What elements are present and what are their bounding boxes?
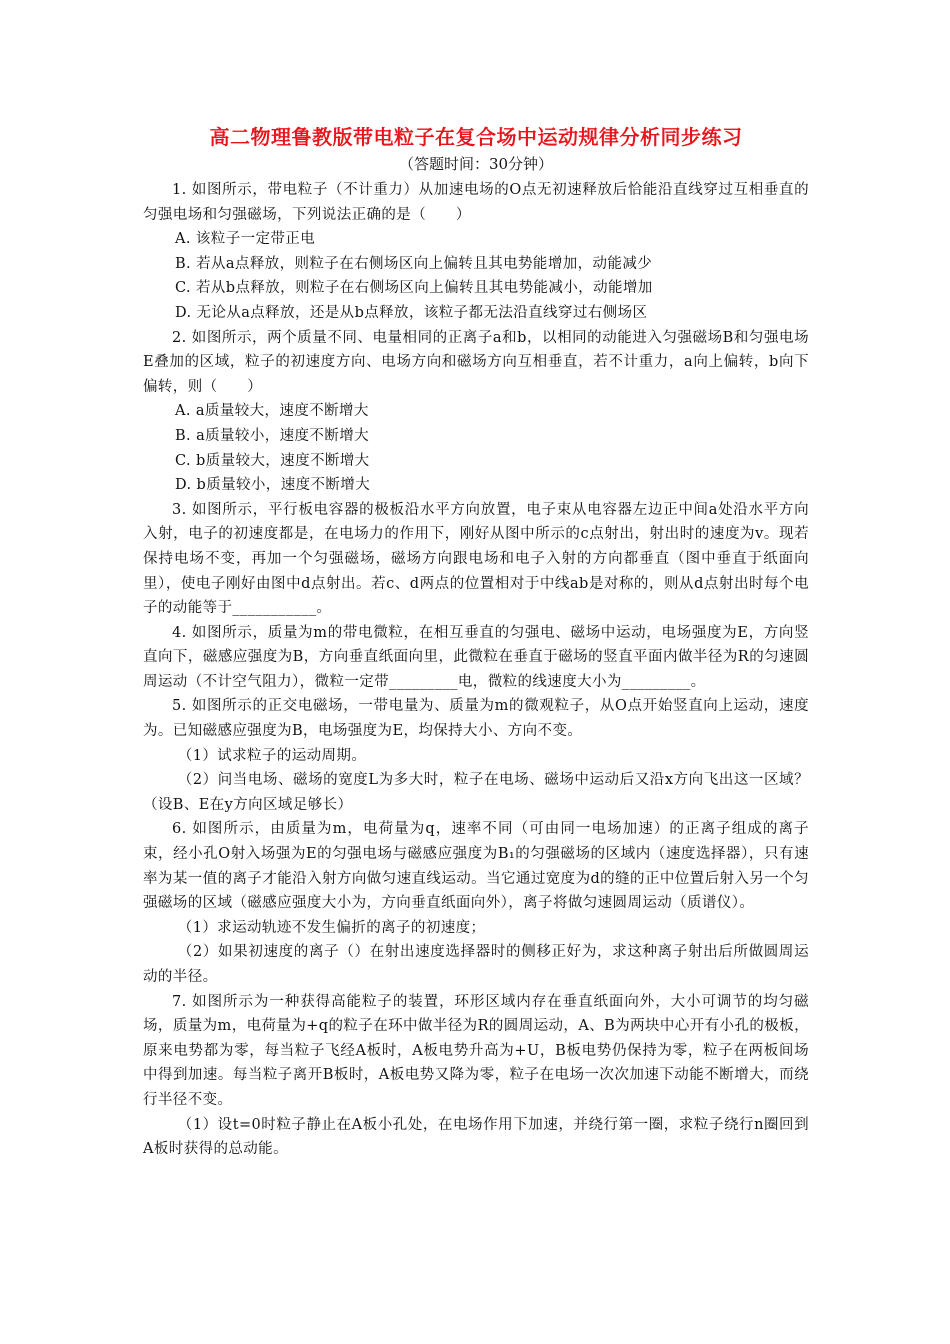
question-4 — [143, 621, 809, 695]
option-c: C. 若从b点释放，则粒子在右侧场区向上偏转且其电势能减小，动能增加 — [175, 280, 653, 297]
option-d: D. 无论从a点释放，还是从b点释放，该粒子都无法沿直线穿过右侧场区 — [175, 304, 648, 321]
question-5 — [143, 694, 809, 817]
question-stem: 7. 如图所示为一种获得高能粒子的装置，环形区域内存在垂直纸面向外，大小可调节的均匀磁场，质量为m，电荷量为+q的粒子在环中做半径为R的圆周运动，A、B为两块中心开有小孔的极板，原来电势都为零，每当粒子飞经A板时，A板电势升高为+U，B板电势仍保持为零，粒子在两板间场中得到加速。每当粒子离开B板时，A板电势又降为零，粒子在电场一次次加速下动能不断增大，而绕行半径不变。 — [143, 993, 809, 1108]
sub-question-1: （1）试求粒子的运动周期。 — [177, 747, 367, 764]
time-limit: （答题时间：30分钟） — [398, 155, 554, 173]
sub-question-2: （2）如果初速度的离子（）在射出速度选择器时的侧移正好为，求这种离子射出后所做圆周运动的半径。 — [143, 944, 809, 985]
option-c: C. b质量较大，速度不断增大 — [175, 452, 370, 469]
option-b: B. a质量较小，速度不断增大 — [175, 427, 370, 444]
question-stem: 3. 如图所示，平行板电容器的极板沿水平方向放置，电子束从电容器左边正中间a处沿水平方向入射，电子的初速度都是，在电场力的作用下，刚好从图中所示的c点射出，射出时的速度为v。现若保持电场不变，再加一个匀强磁场，磁场方向跟电场和电子入射的方向都垂直（图中垂直于纸面向里），使电子刚好由图中d点射出。若c、d两点的位置相对于中线ab是对称的，则从d点射出时每个电子的动能等于___________。 — [143, 501, 809, 617]
question-stem: 4. 如图所示，质量为m的带电微粒，在相互垂直的匀强电、磁场中运动，电场强度为E，方向竖直向下，磁感应强度为B，方向垂直纸面向里，此微粒在垂直于磁场的竖直平面内做半径为R的匀速圆周运动（不计空气阻力），微粒一定带_________电，微粒的线速度大小为_________。 — [143, 624, 809, 690]
question-3 — [143, 498, 809, 621]
question-7 — [143, 990, 809, 1162]
sub-question-2: （2）问当电场、磁场的宽度L为多大时，粒子在电场、磁场中运动后又沿x方向飞出这一区域？（设B、E在y方向区域足够长） — [143, 772, 809, 813]
worksheet-page — [143, 122, 809, 1162]
question-stem: 1. 如图所示，带电粒子（不计重力）从加速电场的O点无初速释放后恰能沿直线穿过互相垂直的匀强电场和匀强磁场，下列说法正确的是（ ） — [143, 182, 809, 223]
sub-question-1: （1）设t=0时粒子静止在A板小孔处，在电场作用下加速，并绕行第一圈，求粒子绕行n圈回到A板时获得的总动能。 — [143, 1116, 809, 1158]
question-stem: 5. 如图所示的正交电磁场，一带电量为、质量为m的微观粒子，从O点开始竖直向上运动，速度为。已知磁感应强度为B，电场强度为E，均保持大小、方向不变。 — [143, 698, 809, 740]
option-a: A. a质量较大，速度不断增大 — [175, 403, 369, 420]
question-6 — [143, 817, 809, 989]
question-stem: 2. 如图所示，两个质量不同、电量相同的正离子a和b，以相同的动能进入匀强磁场B和匀强电场E叠加的区域，粒子的初速度方向、电场方向和磁场方向互相垂直，若不计重力，a向上偏转，b向下偏转，则（ ） — [143, 329, 809, 395]
page-title: 高二物理鲁教版带电粒子在复合场中运动规律分析同步练习 — [209, 125, 743, 149]
option-a: A. 该粒子一定带正电 — [175, 231, 316, 248]
option-d: D. b质量较小，速度不断增大 — [175, 477, 371, 494]
option-b: B. 若从a点释放，则粒子在右侧场区向上偏转且其电势能增加，动能减少 — [175, 255, 653, 272]
sub-question-1: （1）求运动轨迹不发生偏折的离子的初速度； — [177, 919, 486, 936]
question-stem: 6. 如图所示，由质量为m，电荷量为q，速率不同（可由同一电场加速）的正离子组成的离子束，经小孔O射入场强为E的匀强电场与磁感应强度为B₁的匀强磁场的区域内（速度选择器），只有速率为某一值的离子才能沿入射方向做匀速直线运动。当它通过宽度为d的缝的正中位置后射入另一个匀强磁场的区域（磁感应强度大小为，方向垂直纸面向外），离子将做匀速圆周运动（质谱仪）。 — [143, 821, 809, 912]
question-2 — [143, 326, 809, 498]
question-1 — [143, 178, 809, 326]
